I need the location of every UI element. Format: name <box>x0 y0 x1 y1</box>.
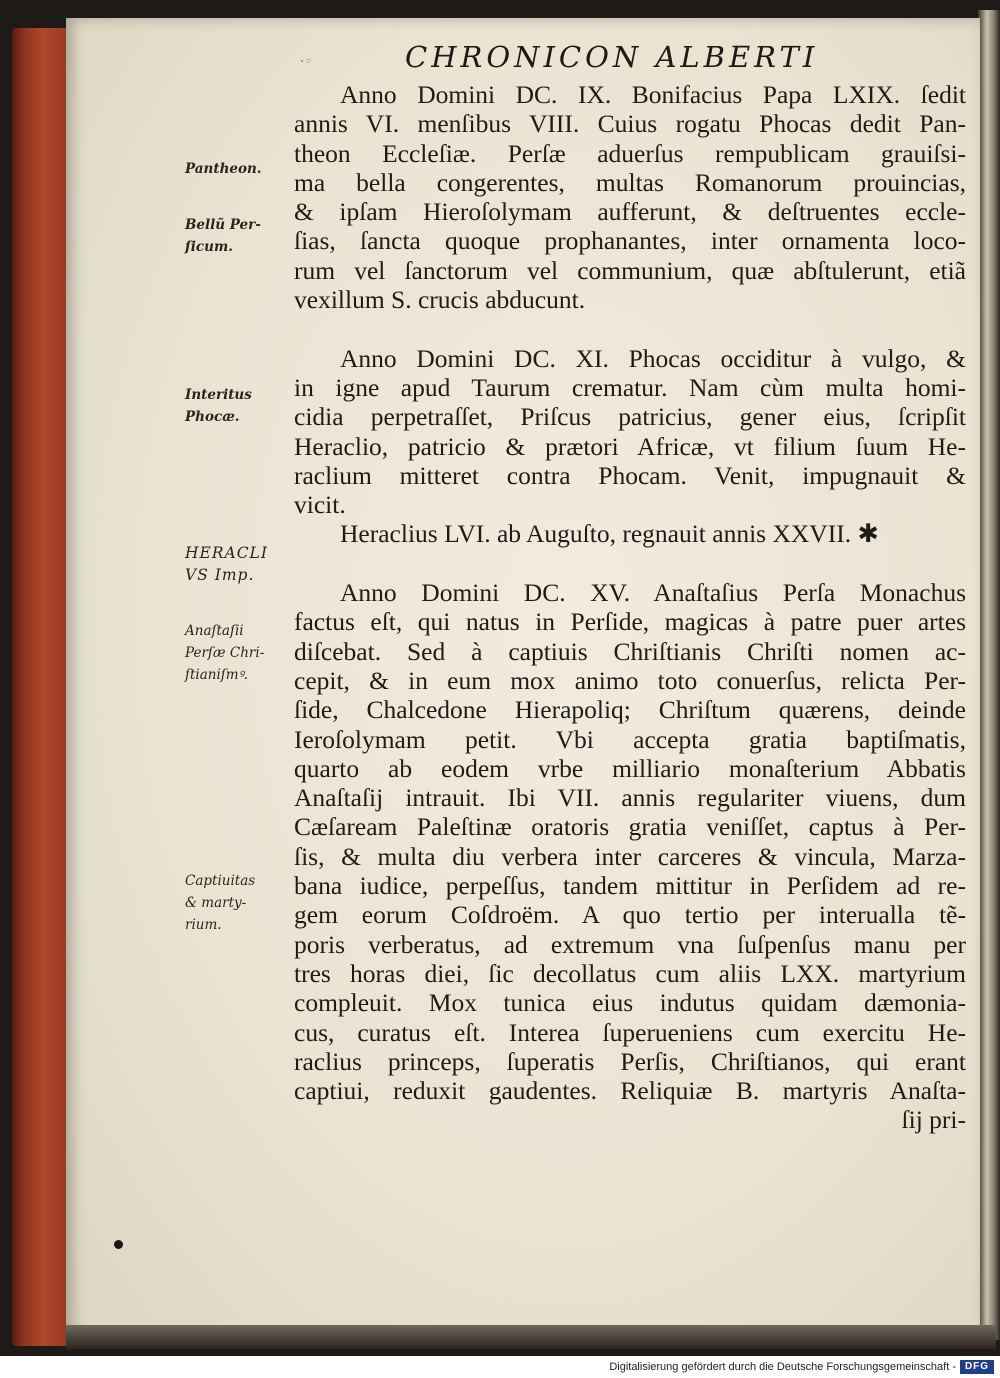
text-line: rum vel ſanctorum vel communium, quæ abſtulerunt, etiã <box>294 255 966 285</box>
paper-hole <box>114 1240 123 1249</box>
text-line: ſide, Chalcedone Hierapoliq; Chriſtum quærens, deinde <box>294 695 966 725</box>
text-line: ſias, ſancta quoque prophanantes, inter ornamenta loco- <box>294 226 966 256</box>
margin-note-bellum-persicum <box>185 214 295 258</box>
text-line: tres horas diei, ſic decollatus cum aliis LXX. martyrium <box>294 958 966 988</box>
text-line: quarto ab eodem vrbe milliario monaſterium Abbatis <box>294 753 966 783</box>
text-line: Heraclio, patricio & prætori Africæ, vt filium ſuum He- <box>294 431 966 461</box>
footer-text: Digitalisierung gefördert durch die Deutsche Forschungsgemeinschaft - <box>609 1361 956 1373</box>
margin-note-line: ſicum. <box>185 239 233 255</box>
margin-note-interitus-phocae <box>185 384 295 428</box>
text-line: theon Eccleſiæ. Perſæ aduerſus rempublicam grauiſsi- <box>294 138 966 168</box>
text-line: & ipſam Hieroſolymam aufferunt, & deſtruentes eccle- <box>294 197 966 227</box>
text-line: raclius princeps, ſuperatis Perſis, Chriſtianos, qui erant <box>294 1046 966 1076</box>
margin-note-line: Captiuitas <box>185 873 256 889</box>
text-line: Anno Domini DC. XI. Phocas occiditur à vulgo, & <box>340 343 966 373</box>
ornament-mark: ·◦ <box>300 54 313 70</box>
margin-note-pantheon <box>185 158 295 180</box>
margin-note-captiuitas <box>185 870 295 936</box>
text-line: bana iudice, perpeſſus, tandem mittitur in Perſidem ad re- <box>294 871 966 901</box>
text-line: annis VI. menſibus VIII. Cuius rogatu Phocas dedit Pan- <box>294 109 966 139</box>
margin-note-line: ſtianiſmꝰ. <box>185 667 249 683</box>
page-edge-right <box>978 10 1000 1340</box>
text-line: cepit, & in eum mox animo toto conuerſus, relicta Per- <box>294 665 966 695</box>
text-line: Ieroſolymam petit. Vbi accepta gratia baptiſmatis, <box>294 724 966 754</box>
catchword: ſij pri- <box>901 1105 966 1135</box>
margin-note-line: HERACLI <box>185 544 268 562</box>
text-line: captiui, reduxit gaudentes. Reliquiæ B. martyris Anaſta- <box>294 1076 966 1106</box>
text-line: ma bella congerentes, multas Romanorum prouincias, <box>294 167 966 197</box>
text-line: Anaſtaſij intrauit. Ibi VII. annis regulariter viuens, dum <box>294 783 966 813</box>
margin-note-anastasius <box>185 620 295 686</box>
text-line: vexillum S. crucis abducunt. <box>294 285 586 315</box>
dfg-logo: DFG <box>960 1360 994 1374</box>
text-line: Heraclius LVI. ab Auguſto, regnauit annis XXVII. ✱ <box>340 519 879 549</box>
text-line: Anno Domini DC. XV. Anaſtaſius Perſa Monachus <box>340 578 966 608</box>
text-line: in igne apud Taurum crematur. Nam cùm multa homi- <box>294 372 966 402</box>
main-text-block <box>294 80 966 1135</box>
text-line: poris verberatus, ad extremum vna ſuſpenſus manu per <box>294 929 966 959</box>
text-line: raclium mitteret contra Phocam. Venit, impugnauit & <box>294 460 966 490</box>
text-line: ſis, & multa diu verbera inter carceres & vincula, Marza- <box>294 841 966 871</box>
text-line: compleuit. Mox tunica eius indutus quidam dæmonia- <box>294 988 966 1018</box>
text-line: Anno Domini DC. IX. Bonifacius Papa LXIX. ſedit <box>340 80 966 109</box>
margin-note-line: Phocæ. <box>185 409 240 425</box>
margin-note-line: Bellũ Per- <box>185 217 261 233</box>
margin-note-line: Pantheon. <box>185 161 262 177</box>
margin-note-line: & marty- <box>185 895 247 911</box>
digitization-footer <box>0 1356 1000 1378</box>
margin-note-heraclius <box>185 542 295 586</box>
text-line: vicit. <box>294 490 346 520</box>
margin-note-line: Interitus <box>185 387 252 403</box>
text-line: diſcebat. Sed à captiuis Chriſtianis Chriſti nomen ac- <box>294 636 966 666</box>
text-line: Cæſaream Paleſtinæ oratoris gratia veniſſet, captus à Per- <box>294 812 966 842</box>
margin-note-line: Perſæ Chri- <box>185 645 265 661</box>
margin-note-line: rium. <box>185 917 222 933</box>
margin-note-line: Anaſtaſii <box>185 623 244 639</box>
text-line: cidia perpetraſſet, Priſcus patricius, gener eius, ſcripſit <box>294 402 966 432</box>
text-line: factus eſt, qui natus in Perſide, magicas à patre puer artes <box>294 607 966 637</box>
running-head: CHRONICON ALBERTI <box>405 40 819 74</box>
margin-note-line: VS Imp. <box>185 566 255 584</box>
text-line: cus, curatus eſt. Interea ſuperueniens cum exercitu He- <box>294 1017 966 1047</box>
page-edge-bottom <box>66 1325 996 1349</box>
text-line: gem eorum Coſdroëm. A quo tertio per interualla tẽ- <box>294 900 966 930</box>
